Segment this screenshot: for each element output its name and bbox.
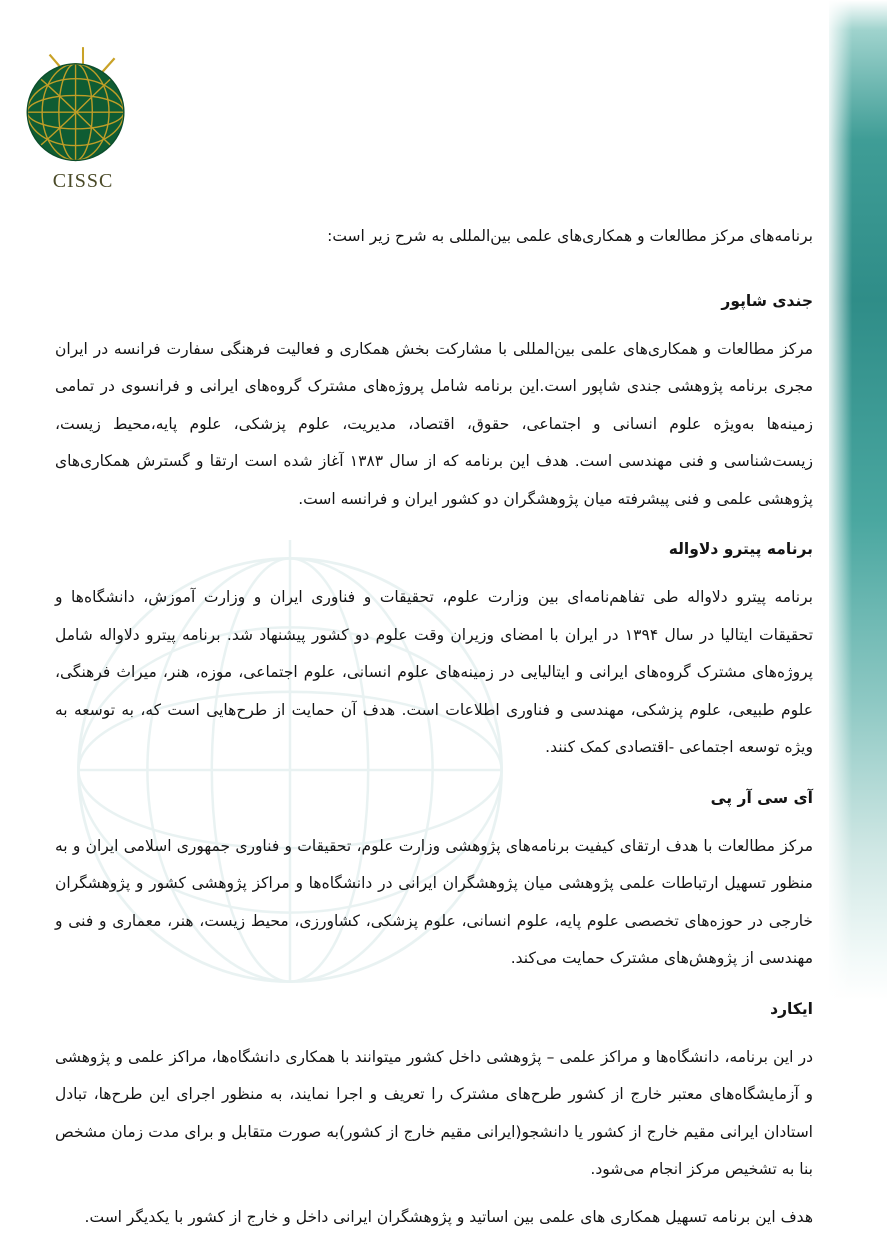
intro-paragraph: برنامه‌های مرکز مطالعات و همکاری‌های علمی بین‌المللی به شرح زیر است: [55, 218, 813, 256]
section-paragraph-jondishapour: مرکز مطالعات و همکاری‌های علمی بین‌المللی با مشارکت بخش همکاری و فعالیت فرهنگی سفارت فرانسه در ایران مجری برنامه پژوهشی جندی شاپور است.این برنامه شامل پروژه‌های مشترک گروه‌های ایرانی و فرانسوی در تمامی زمینه‌ها به‌ویژه علوم انسانی و اجتماعی، حقوق، اقتصاد، مدیریت، علوم پزشکی، علوم پایه،محیط زیست، زیست‌شناسی و فنی مهندسی است. هدف این برنامه که از سال ۱۳۸۳ آغاز شده است ارتقا و گسترش همکاری‌های پژوهشی علمی و فنی پیشرفته میان پژوهشگران دو کشور ایران و فرانسه است. [55, 331, 813, 519]
section-heading-pietro-della-valle: برنامه پیترو دلاواله [55, 534, 813, 565]
logo-acronym-text: CISSC [8, 170, 158, 193]
section-heading-icrp: آی سی آر پی [55, 783, 813, 814]
section-paragraph-pietro-della-valle: برنامه پیترو دلاواله طی تفاهم‌نامه‌ای بین وزارت علوم، تحقیقات و فناوری ایران و وزارت آموزش، دانشگاه‌ها و تحقیقات ایتالیا در سال ۱۳۹۴ در ایران با امضای وزیران وقت علوم دو کشور پیشنهاد شد. برنامه پیترو دلاواله شامل پروژه‌های مشترک گروه‌های ایرانی و ایتالیایی در زمینه‌های علوم انسانی، علوم اجتماعی، موزه، هنر، میراث فرهنگی، علوم طبیعی، علوم پزشکی، مهندسی و فناوری اطلاعات است. هدف آن حمایت از طرح‌هایی است که، به توسعه به ویژه توسعه اجتماعی -اقتصادی کمک کنند. [55, 579, 813, 767]
section-paragraph-icard-2: هدف این برنامه تسهیل همکاری های علمی بین اساتید و پژوهشگران ایرانی داخل و خارج از کشور با یکدیگر است. [55, 1199, 813, 1236]
document-body [55, 218, 813, 1236]
page-edge-gradient-band [829, 0, 887, 1000]
globe-sphere-logo-icon [18, 36, 148, 166]
section-paragraph-icard-1: در این برنامه، دانشگاه‌ها و مراکز علمی – پژوهشی داخل کشور میتوانند با همکاری دانشگاه‌ها، مراکز علمی و پژوهشی و آزمایشگاه‌های معتبر خارج از کشور طرح‌های مشترک را تعریف و اجرا نمایند، به منظور اجرای این طرح‌ها، تبادل استادان ایرانی مقیم خارج از کشور یا دانشجو(ایرانی مقیم خارج از کشور)به صورت متقابل و برای مدت زمان مشخص بنا به تشخیص مرکز انجام می‌شود. [55, 1039, 813, 1189]
section-heading-icard: ایکارد [55, 994, 813, 1025]
organization-logo [8, 36, 158, 193]
section-paragraph-icrp: مرکز مطالعات با هدف ارتقای کیفیت برنامه‌های پژوهشی وزارت علوم، تحقیقات و فناوری جمهوری اسلامی ایران و به منظور تسهیل ارتباطات علمی پژوهشی میان پژوهشگران ایرانی در دانشگاه‌ها و مراکز پژوهشی کشور و پژوهشگران خارجی در حوزه‌های تخصصی علوم پایه، علوم انسانی، علوم پزشکی، کشاورزی، محیط زیست، هنر، معماری و فنی و مهندسی از پژوهش‌های مشترک حمایت می‌کند. [55, 828, 813, 978]
section-heading-jondishapour: جندی شاپور [55, 286, 813, 317]
page-edge-gradient-overlay [829, 0, 887, 1000]
